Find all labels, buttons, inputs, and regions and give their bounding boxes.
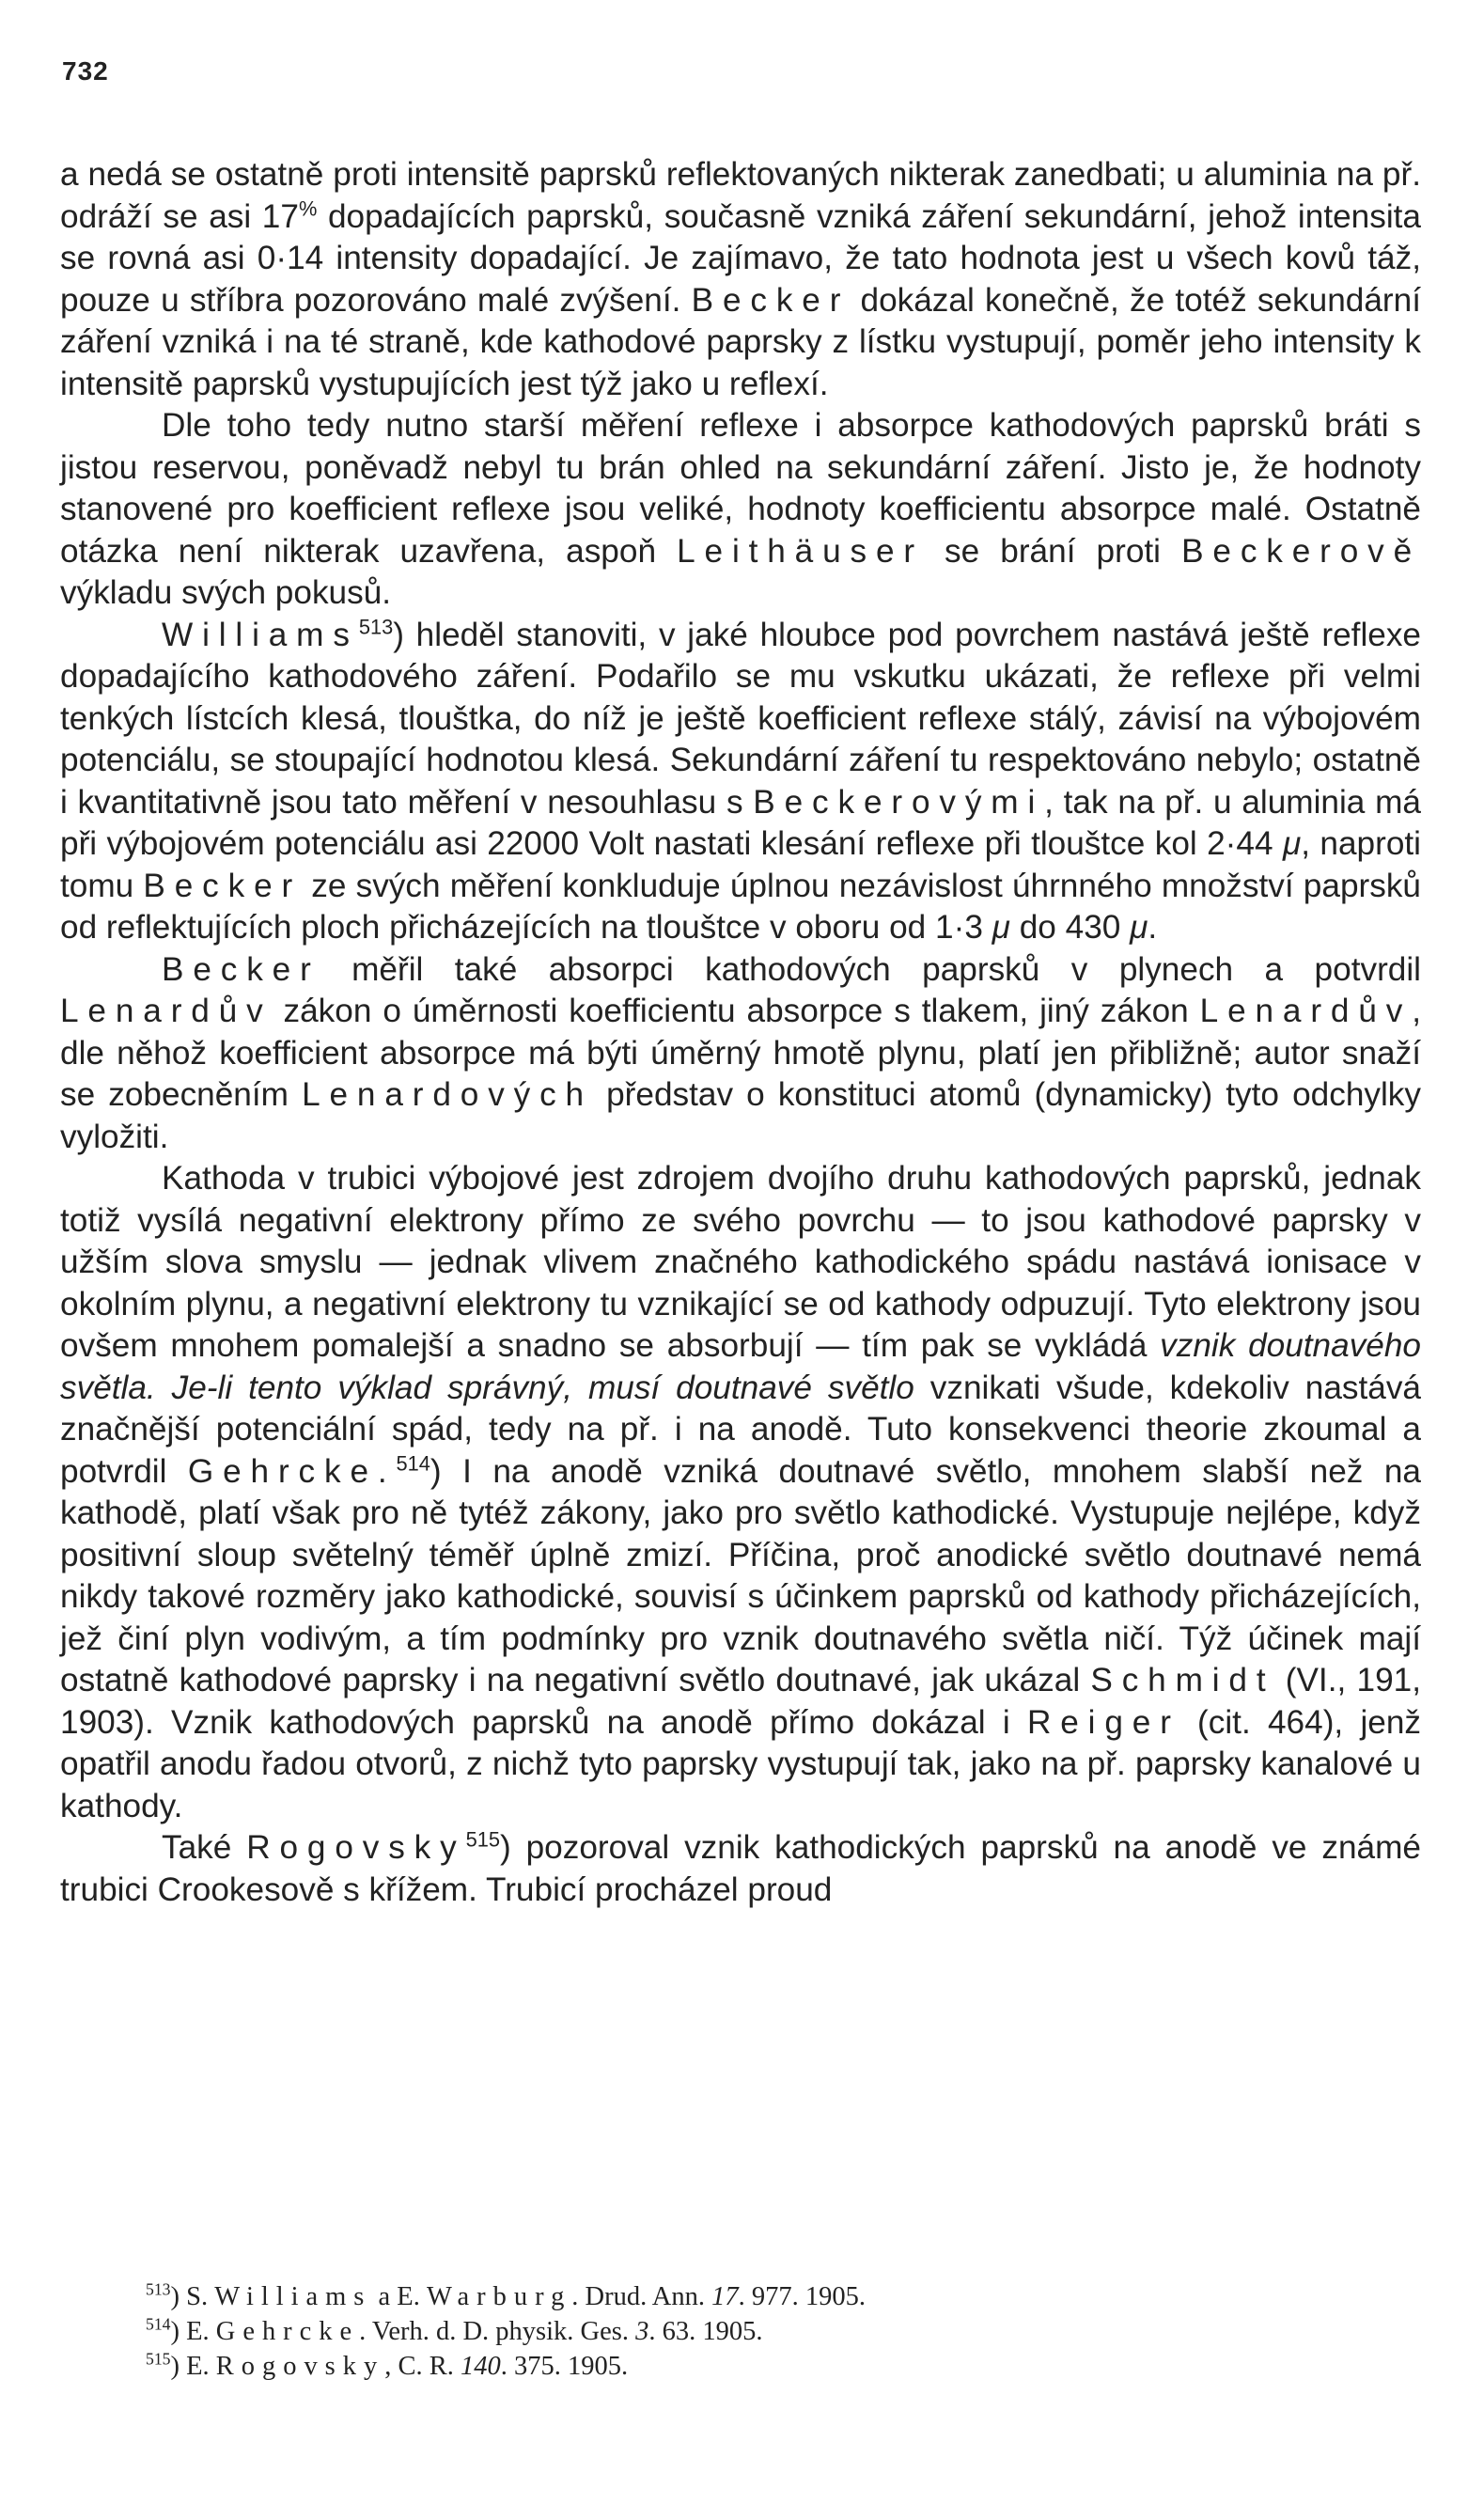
footnote-ref: 513	[358, 614, 394, 638]
italic-emphasis: vznik doutnavého světla. Je-li tento výklad správný, musí doutnavé světlo	[60, 1327, 1422, 1406]
footnote-513: $^{513}$) S. Williams a E. Warburg. Drud. Ann. 17. 977. 1905.	[146, 2279, 867, 2311]
paragraph-4: Becker měřil také absorpci kathodových paprsků v plynech a potvrdil Lenardův zákon o úměrnosti koefficientu absorpce s tlakem, jiný zákon Lenardův, dle něhož koefficient absorpce má býti úměrný hmotě plynu, platí jen přibližně; autor snaží se zobecněním Lenardových představ o konstituci atomů (dynamicky) tyto odchylky vyložiti.	[60, 950, 1421, 1155]
author-name: Reiger	[1026, 1703, 1180, 1741]
author-name: Becker	[691, 281, 851, 319]
author-name: Lenardův	[60, 993, 273, 1029]
paragraph-2: Dle toho tedy nutno starší měření reflexe i absorpce kathodových paprsků bráti s jistou reservou, poněvadž nebyl tu brán ohled na sekundární záření. Jisto je, že hodnoty stanovené pro koefficient reflexe jsou veliké, hodnoty koefficientu absorpce malé. Ostatně otázka není nikterak uzavřena, aspoň Leithäuser se brání proti Beckerově výkladu svých pokusů.	[60, 407, 1422, 611]
page-number: 732	[62, 56, 109, 86]
paragraph-6: Také Rogovsky$^{515}$) pozoroval vznik kathodických paprsků na anodě ve známé trubici Crookesově s křížem. Trubicí procházel proud	[60, 1827, 1421, 1908]
footnote-ref: 515	[465, 1827, 500, 1852]
author-name: Gehrcke.	[187, 1452, 397, 1490]
author-name: Schmidt	[1090, 1662, 1275, 1698]
paragraph-1: a nedá se ostatně proti intensitě paprsků reflektovaných nikterak zanedbati; u aluminia na př. odráží se asi 17% dopadajících paprsků, současně vzniká záření sekundární, jehož intensita se rovná asi 0·14 intensity dopadající. Je zajímavo, že tato hodnota jest u všech kovů táž, pouze u stříbra pozorováno malé zvýšení. Becker dokázal konečně, že totéž sekundární záření vzniká i na té straně, kde kathodové paprsky z lístku vystupují, poměr jeho intensity k intensitě paprsků vystupujících jest týž jako u reflexí.	[60, 156, 1421, 402]
paragraph-5: Kathoda v trubici výbojové jest zdrojem dvojího druhu kathodových paprsků, jednak totiž vysílá negativní elektrony přímo ze svého povrchu — to jsou kathodové paprsky v užším slova smyslu — jednak vlivem značného kathodického spádu nastává ionisace v okolním plynu, a negativní elektrony tu vznikající se od kathody odpuzují. Tyto elektrony jsou ovšem mnohem pomalejší a snadno se absorbují — tím pak se vykládá vznik doutnavého světla. Je-li tento výklad správný, musí doutnavé světlo vznikati všude, kdekoliv nastává značnější potenciální spád, tedy na př. i na anodě. Tuto konsekvenci theorie zkoumal a potvrdil Gehrcke.$^{514}$) I na anodě vzniká doutnavé světlo, mnohem slabší než na kathodě, platí však pro ně tytéž zákony, jako pro světlo kathodické. Vystupuje nejlépe, když positivní sloup světelný téměř úplně zmizí. Příčina, proč anodické světlo doutnavé nemá nikdy takové rozměry jako kathodické, souvisí s účinkem paprsků od kathody přicházejících, jež činí plyn vodivým, a tím podmínky pro vznik doutnavého světla ničí. Týž účinek mají ostatně kathodové paprsky i na negativní světlo doutnavé, jak ukázal Schmidt (VI., 191, 1903). Vznik kathodových paprsků na anodě přímo dokázal i Reiger (cit. 464), jenž opatřil anodu řadou otvorů, z nichž tyto paprsky vystupují tak, jako na př. paprsky kanalové u kathody.	[60, 1160, 1422, 1824]
footnote-514: $^{514}$) E. Gehrcke. Verh. d. D. physik. Ges. 3. 63. 1905.	[146, 2314, 763, 2346]
author-name: Lenardův	[1199, 993, 1413, 1029]
footnotes	[146, 2279, 1367, 2384]
author-name: Beckerově	[1181, 532, 1422, 570]
author-name: Lenardových	[302, 1076, 593, 1113]
paragraph-3: Williams$^{513}$) hleděl stanoviti, v jaké hloubce pod povrchem nastává ještě reflexe dopadajícího kathodového záření. Podařilo se mu vskutku ukázati, že reflexe při velmi tenkých lístcích klesá, tlouštka, do níž je ještě koefficient reflexe stálý, závisí na výbojovém potenciálu, se stoupající hodnotou klesá. Sekundární záření tu respektováno nebylo; ostatně i kvantitativně jsou tato měření v nesouhlasu s Beckerovými, tak na př. u aluminia má při výbojovém potenciálu asi 22000 Volt nastati klesání reflexe při tlouštce kol 2·44 μ, naproti tomu Becker ze svých měření konkluduje úplnou nezávislost úhrnného množství paprsků od reflektujících ploch přicházejících na tlouštce v oboru od 1·3 μ do 430 μ.	[60, 614, 1421, 946]
author-name: Beckerovými	[753, 783, 1045, 821]
author-name: Leithäuser	[677, 532, 924, 570]
footnote-ref: 514	[396, 1450, 430, 1475]
author-name: Becker	[162, 950, 320, 988]
author-name: Rogovsky	[246, 1829, 466, 1866]
author-name: Becker	[143, 867, 303, 904]
body-text	[60, 154, 1421, 1911]
footnote-515: $^{515}$) E. Rogovsky, C. R. 140. 375. 1905.	[146, 2349, 629, 2381]
author-name: Williams	[162, 616, 359, 653]
